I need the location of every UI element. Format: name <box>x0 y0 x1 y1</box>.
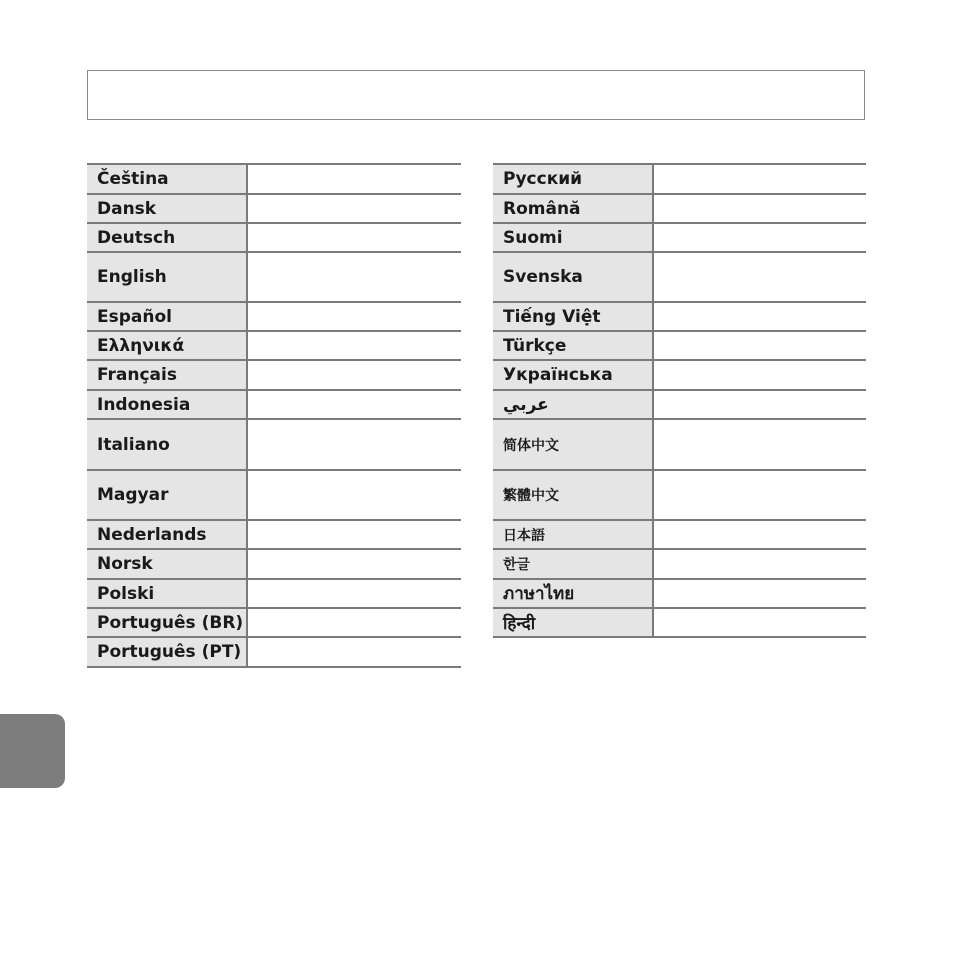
language-value-cell <box>247 579 461 608</box>
language-name: Italiano <box>87 419 247 470</box>
language-row <box>493 252 866 302</box>
language-row <box>87 470 461 520</box>
language-name: Português (BR) <box>87 608 247 637</box>
language-row <box>493 223 866 252</box>
language-row <box>87 520 461 549</box>
language-value-cell <box>247 302 461 331</box>
language-row <box>87 419 461 470</box>
language-value-cell <box>247 549 461 579</box>
language-name: ภาษาไทย <box>493 579 653 608</box>
language-value-cell <box>247 164 461 194</box>
language-value-cell <box>653 360 866 390</box>
language-row <box>87 637 461 667</box>
language-row <box>87 331 461 360</box>
language-name: Deutsch <box>87 223 247 252</box>
language-row <box>493 520 866 549</box>
language-value-cell <box>653 302 866 331</box>
language-name: Türkçe <box>493 331 653 360</box>
language-value-cell <box>247 470 461 520</box>
language-row <box>87 164 461 194</box>
language-value-cell <box>653 608 866 637</box>
language-row <box>87 608 461 637</box>
language-row <box>493 579 866 608</box>
language-name: 繁體中文 <box>493 470 653 520</box>
language-value-cell <box>247 331 461 360</box>
language-name: Polski <box>87 579 247 608</box>
header-box <box>87 70 865 120</box>
language-name: हिन्दी <box>493 608 653 637</box>
language-value-cell <box>653 390 866 419</box>
language-row <box>493 360 866 390</box>
language-value-cell <box>247 637 461 667</box>
language-name: 한글 <box>493 549 653 579</box>
language-value-cell <box>247 419 461 470</box>
language-row <box>87 360 461 390</box>
language-row <box>493 470 866 520</box>
language-row <box>87 194 461 223</box>
language-row <box>493 164 866 194</box>
language-row <box>87 223 461 252</box>
language-name: Ελληνικά <box>87 331 247 360</box>
language-value-cell <box>653 419 866 470</box>
language-value-cell <box>653 252 866 302</box>
language-value-cell <box>247 608 461 637</box>
language-value-cell <box>653 470 866 520</box>
language-row <box>87 252 461 302</box>
language-name: Nederlands <box>87 520 247 549</box>
language-value-cell <box>653 520 866 549</box>
language-value-cell <box>247 360 461 390</box>
language-row <box>87 390 461 419</box>
language-value-cell <box>247 223 461 252</box>
language-name: Română <box>493 194 653 223</box>
language-row <box>493 194 866 223</box>
language-name: عربي <box>493 390 653 419</box>
language-row <box>493 390 866 419</box>
language-value-cell <box>247 520 461 549</box>
language-value-cell <box>653 579 866 608</box>
language-name: Magyar <box>87 470 247 520</box>
language-value-cell <box>653 194 866 223</box>
section-side-tab <box>0 714 65 788</box>
language-name: Українська <box>493 360 653 390</box>
language-name: Dansk <box>87 194 247 223</box>
language-row <box>493 608 866 637</box>
language-name: Français <box>87 360 247 390</box>
language-value-cell <box>653 164 866 194</box>
language-row <box>493 549 866 579</box>
language-value-cell <box>247 194 461 223</box>
language-name: Português (PT) <box>87 637 247 667</box>
language-name: Русский <box>493 164 653 194</box>
language-name: Español <box>87 302 247 331</box>
language-name: Indonesia <box>87 390 247 419</box>
language-name: English <box>87 252 247 302</box>
language-name: Čeština <box>87 164 247 194</box>
language-row <box>493 419 866 470</box>
language-name: 简体中文 <box>493 419 653 470</box>
language-row <box>493 302 866 331</box>
language-value-cell <box>247 390 461 419</box>
language-row <box>87 302 461 331</box>
language-name: 日本語 <box>493 520 653 549</box>
language-row <box>87 579 461 608</box>
language-row <box>493 331 866 360</box>
language-table-right <box>493 163 866 638</box>
language-name: Svenska <box>493 252 653 302</box>
language-table-left <box>87 163 461 668</box>
language-value-cell <box>653 549 866 579</box>
language-value-cell <box>653 223 866 252</box>
language-value-cell <box>653 331 866 360</box>
language-name: Suomi <box>493 223 653 252</box>
language-name: Tiếng Việt <box>493 302 653 331</box>
language-row <box>87 549 461 579</box>
language-name: Norsk <box>87 549 247 579</box>
language-value-cell <box>247 252 461 302</box>
